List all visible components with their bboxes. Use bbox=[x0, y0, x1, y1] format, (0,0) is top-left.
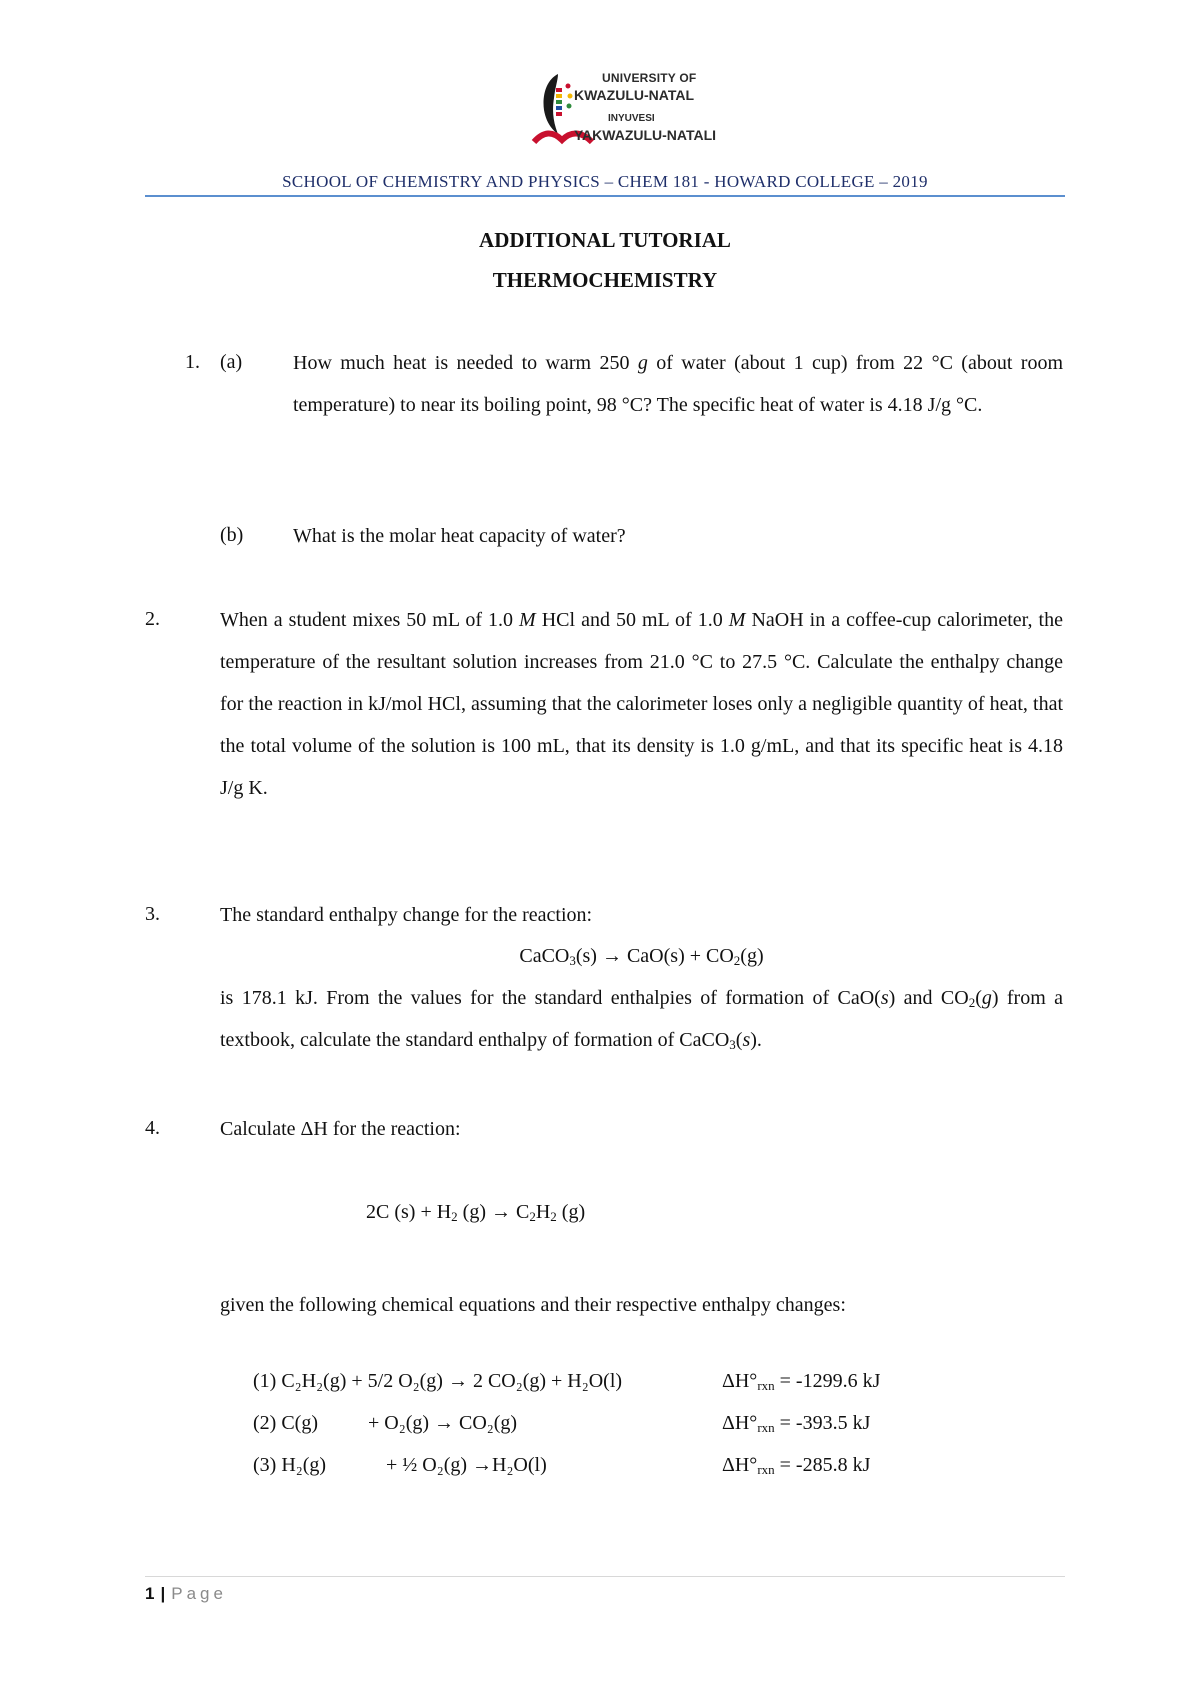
school-header: SCHOOL OF CHEMISTRY AND PHYSICS – CHEM 181 - HOWARD COLLEGE – 2019 bbox=[282, 172, 928, 191]
logo-line-2: KWAZULU-NATAL bbox=[574, 87, 695, 103]
footer-separator: | bbox=[160, 1584, 166, 1603]
q4-eq1-enthalpy: $\Delta H^\circ_{rxn} = -1299.6$ kJ bbox=[722, 1370, 881, 1393]
q4-number: 4. bbox=[145, 1117, 160, 1139]
q2-text: When a student mixes 50 mL of 1.0 M HCl and 50 mL of 1.0 M NaOH in a coffee-cup calorimeter, the temperature of the resultant solution increases from 21.0 °C to 27.5 °C. Calculate the enthalpy change for the reaction in kJ/mol HCl, assuming that the calorimeter loses only a negligible quantity of heat, that the total volume of the solution is 100 mL, that its density is 1.0 g/mL, and that its specific heat is 4.18 J/g K. bbox=[220, 609, 1063, 799]
q4-eq1: (1) C₂H₂(g) + 5/2 O₂(g) → 2 CO₂(g) + H₂O(l) bbox=[253, 1370, 623, 1392]
footer-rule bbox=[145, 1576, 1065, 1577]
q4-eq3-rest: + ½ O₂(g) →H₂O(l) bbox=[386, 1454, 547, 1476]
q4-eq2-enthalpy: $\Delta H^\circ_{rxn} = -393.5$ kJ bbox=[722, 1412, 871, 1435]
q4-eq3-reactant: (3) H₂(g) bbox=[253, 1454, 327, 1476]
page-number: 1 bbox=[145, 1584, 155, 1603]
q1a-text: How much heat is needed to warm 250 g of water (about 1 cup) from 22 °C (about room temperature) to near its boiling point, 98 °C? The specific heat of water is 4.18 J/g °C. bbox=[293, 352, 1063, 416]
logo-line-1: UNIVERSITY OF bbox=[602, 71, 697, 85]
q2-number: 2. bbox=[145, 608, 160, 630]
tutorial-title: ADDITIONAL TUTORIAL bbox=[479, 228, 731, 252]
q4-eq2-rest: + O₂(g) → CO₂(g) bbox=[368, 1412, 518, 1434]
q3-text: is 178.1 kJ. From the values for the standard enthalpies of formation of CaO(s) and $CO_2(g)$ from a textbook, calculate the standard enthalpy of formation of CaCO$_3$(s). bbox=[220, 987, 1064, 1052]
q4-intro: Calculate ΔH for the reaction: bbox=[220, 1118, 461, 1140]
q3-number: 3. bbox=[145, 903, 160, 925]
q3-equation: CaCO$_3$(s) → $CaO(s) + CO_2(g)$ bbox=[519, 945, 764, 968]
q1-number: 1. bbox=[185, 351, 200, 373]
q3-intro: The standard enthalpy change for the reaction: bbox=[220, 904, 593, 926]
q1b-label: (b) bbox=[220, 524, 244, 546]
logo-line-4: YAKWAZULU-NATALI bbox=[574, 127, 717, 143]
page-label: Page bbox=[171, 1584, 227, 1603]
page-footer bbox=[145, 1584, 227, 1604]
logo-line-3: INYUVESI bbox=[608, 113, 655, 124]
q4-eq2-reactant: (2) C(g) bbox=[253, 1412, 318, 1434]
q4-given-text: given the following chemical equations and their respective enthalpy changes: bbox=[220, 1294, 846, 1316]
q4-eq3-enthalpy: $\Delta H^\circ_{rxn} = -285.8$ kJ bbox=[722, 1454, 871, 1477]
q1a-label: (a) bbox=[220, 351, 243, 373]
q1b-text: What is the molar heat capacity of water? bbox=[293, 525, 626, 547]
q4-target-equation: 2C $(s) + H_2$ $(g) \to C_2H_2$ (g) bbox=[366, 1201, 586, 1224]
tutorial-subject: THERMOCHEMISTRY bbox=[492, 268, 718, 292]
header-rule bbox=[145, 195, 1065, 197]
